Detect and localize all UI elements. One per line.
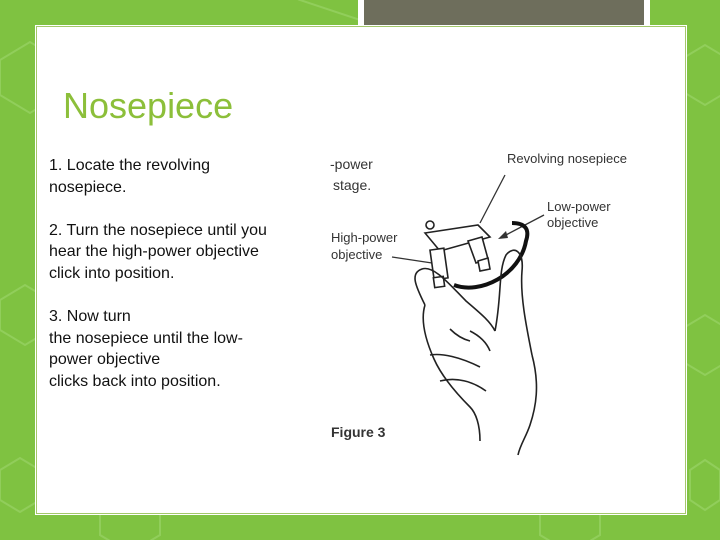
step-2: 2. Turn the nosepiece until you hear the high-power objective click into position.	[49, 221, 267, 282]
label-low-power-1: Low-power	[547, 199, 611, 214]
pointer-high	[392, 257, 432, 263]
label-revolving-nosepiece: Revolving nosepiece	[507, 151, 627, 166]
slide-title: Nosepiece	[63, 85, 234, 126]
steps-list	[49, 155, 305, 414]
step-3: 3. Now turn the nosepiece until the low- power objective clicks back into position.	[49, 308, 243, 390]
cut-text-power: -power	[330, 156, 373, 172]
label-low-power-2: objective	[547, 215, 599, 230]
figure-caption: Figure 3	[331, 424, 386, 440]
step-1: 1. Locate the revolving nosepiece.	[49, 157, 210, 196]
pointer-low-arrowhead	[498, 231, 508, 239]
microscope-nosepiece-figure	[330, 145, 630, 465]
pointer-revolving	[480, 175, 505, 223]
cut-text-stage: stage.	[333, 177, 372, 193]
nosepiece-drawing	[425, 221, 490, 288]
label-high-power-2: objective	[331, 247, 383, 262]
label-high-power-1: High-power	[331, 230, 398, 245]
slide-panel	[36, 26, 686, 514]
